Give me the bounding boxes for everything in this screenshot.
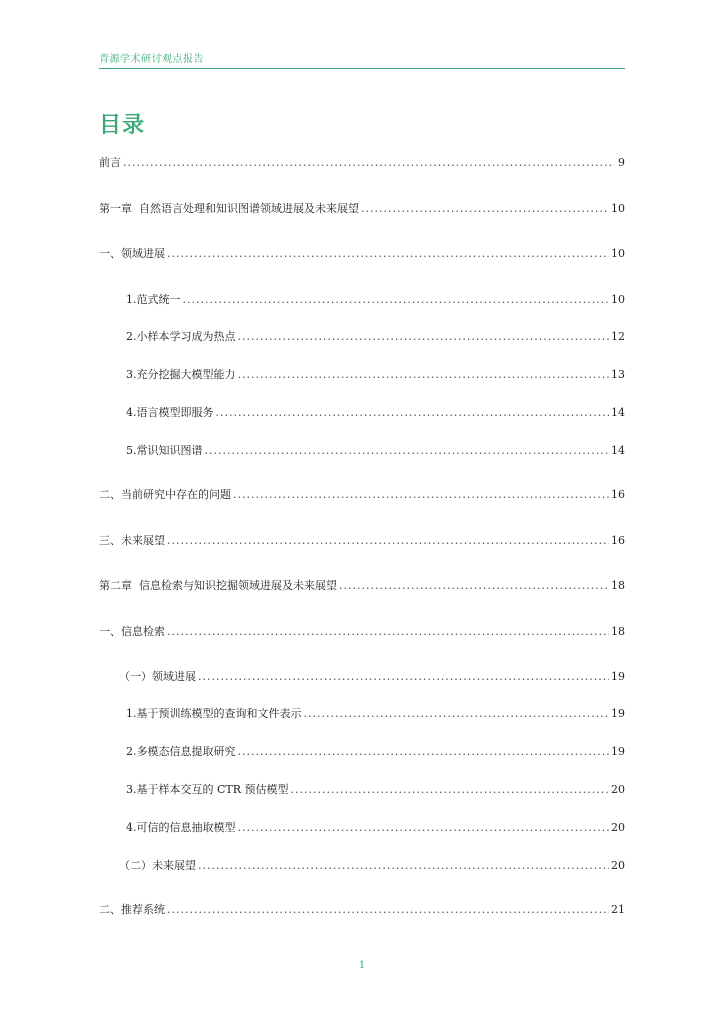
toc-entry-label: 4.可信的信息抽取模型 xyxy=(126,821,236,834)
toc-entry-page: 20 xyxy=(611,783,625,796)
toc-leader-dots xyxy=(238,821,610,835)
toc-entry-page: 9 xyxy=(618,156,625,169)
toc-entry-label: 第一章 自然语言处理和知识图谱领域进展及未来展望 xyxy=(99,202,359,215)
toc-entry[interactable] xyxy=(126,821,625,835)
toc-entry[interactable] xyxy=(99,625,625,639)
toc-leader-dots xyxy=(339,579,609,593)
toc-leader-dots xyxy=(123,156,613,170)
toc-entry-page: 18 xyxy=(611,625,625,638)
toc-leader-dots xyxy=(198,859,609,873)
toc-entry-page: 13 xyxy=(611,368,625,381)
toc-entry-label: 4.语言模型即服务 xyxy=(126,406,214,419)
toc-entry[interactable] xyxy=(99,202,625,216)
toc-entry-label: 1.范式统一 xyxy=(126,293,181,306)
toc-entry[interactable] xyxy=(99,534,625,548)
toc-entry-page: 18 xyxy=(611,579,625,592)
toc-entry-label: 3.基于样本交互的 CTR 预估模型 xyxy=(126,783,289,796)
toc-leader-dots xyxy=(198,670,609,684)
toc-entry-label: 二、当前研究中存在的问题 xyxy=(99,488,231,501)
toc-entry-page: 10 xyxy=(611,293,625,306)
toc-entry-page: 10 xyxy=(611,247,625,260)
toc-leader-dots xyxy=(238,745,610,759)
toc-entry-label: 一、领域进展 xyxy=(99,247,165,260)
toc-entry[interactable] xyxy=(126,707,625,721)
toc-entry-label: 5.常识知识图谱 xyxy=(126,444,203,457)
toc-entry[interactable] xyxy=(126,444,625,458)
toc-entry-page: 14 xyxy=(611,444,625,457)
toc-entry-label: 2.多模态信息提取研究 xyxy=(126,745,236,758)
toc-entry[interactable] xyxy=(126,745,625,759)
toc-entry-label: 前言 xyxy=(99,156,121,169)
toc-entry[interactable] xyxy=(119,859,625,873)
toc-entry[interactable] xyxy=(99,247,625,261)
toc-entry[interactable] xyxy=(99,903,625,917)
toc-entry-label: 3.充分挖掘大模型能力 xyxy=(126,368,236,381)
toc-leader-dots xyxy=(205,444,610,458)
toc-entry[interactable] xyxy=(99,156,625,170)
toc-entry[interactable] xyxy=(126,368,625,382)
toc-leader-dots xyxy=(167,534,609,548)
toc-entry-label: （一）领域进展 xyxy=(119,670,196,683)
toc-entry-page: 12 xyxy=(611,330,625,343)
toc-leader-dots xyxy=(233,488,609,502)
toc-leader-dots xyxy=(183,293,610,307)
toc-entry-label: 2.小样本学习成为热点 xyxy=(126,330,236,343)
toc-entry[interactable] xyxy=(99,488,625,502)
running-header: 青源学术研讨观点报告 xyxy=(99,50,625,69)
toc-entry-page: 20 xyxy=(611,859,625,872)
toc-entry-label: 三、未来展望 xyxy=(99,534,165,547)
toc-entry-label: 第二章 信息检索与知识挖掘领域进展及未来展望 xyxy=(99,579,337,592)
toc-entry[interactable] xyxy=(126,330,625,344)
toc-leader-dots xyxy=(167,625,609,639)
toc-entry-label: 二、推荐系统 xyxy=(99,903,165,916)
toc-leader-dots xyxy=(361,202,609,216)
toc-entry-page: 10 xyxy=(611,202,625,215)
toc-entry-page: 21 xyxy=(611,903,625,916)
toc-leader-dots xyxy=(167,247,609,261)
toc-leader-dots xyxy=(238,330,610,344)
toc-entry-page: 20 xyxy=(611,821,625,834)
toc-leader-dots xyxy=(291,783,609,797)
toc-entry-label: （二）未来展望 xyxy=(119,859,196,872)
toc-entry[interactable] xyxy=(119,670,625,684)
page-number: 1 xyxy=(358,960,366,971)
toc-entry-page: 16 xyxy=(611,488,625,501)
toc-leader-dots xyxy=(167,903,609,917)
toc-title: 目录 xyxy=(99,112,146,138)
toc-entry-page: 19 xyxy=(611,670,625,683)
toc-entry-label: 一、信息检索 xyxy=(99,625,165,638)
toc-entry-page: 19 xyxy=(611,707,625,720)
toc-leader-dots xyxy=(238,368,610,382)
toc-entry[interactable] xyxy=(126,293,625,307)
toc-entry-page: 16 xyxy=(611,534,625,547)
toc-leader-dots xyxy=(216,406,610,420)
toc-leader-dots xyxy=(304,707,610,721)
toc-entry[interactable] xyxy=(99,579,625,593)
toc-entry[interactable] xyxy=(126,406,625,420)
toc-entry-page: 19 xyxy=(611,745,625,758)
toc-entry-page: 14 xyxy=(611,406,625,419)
toc-entry-label: 1.基于预训练模型的查询和文件表示 xyxy=(126,707,302,720)
toc-entry[interactable] xyxy=(126,783,625,797)
